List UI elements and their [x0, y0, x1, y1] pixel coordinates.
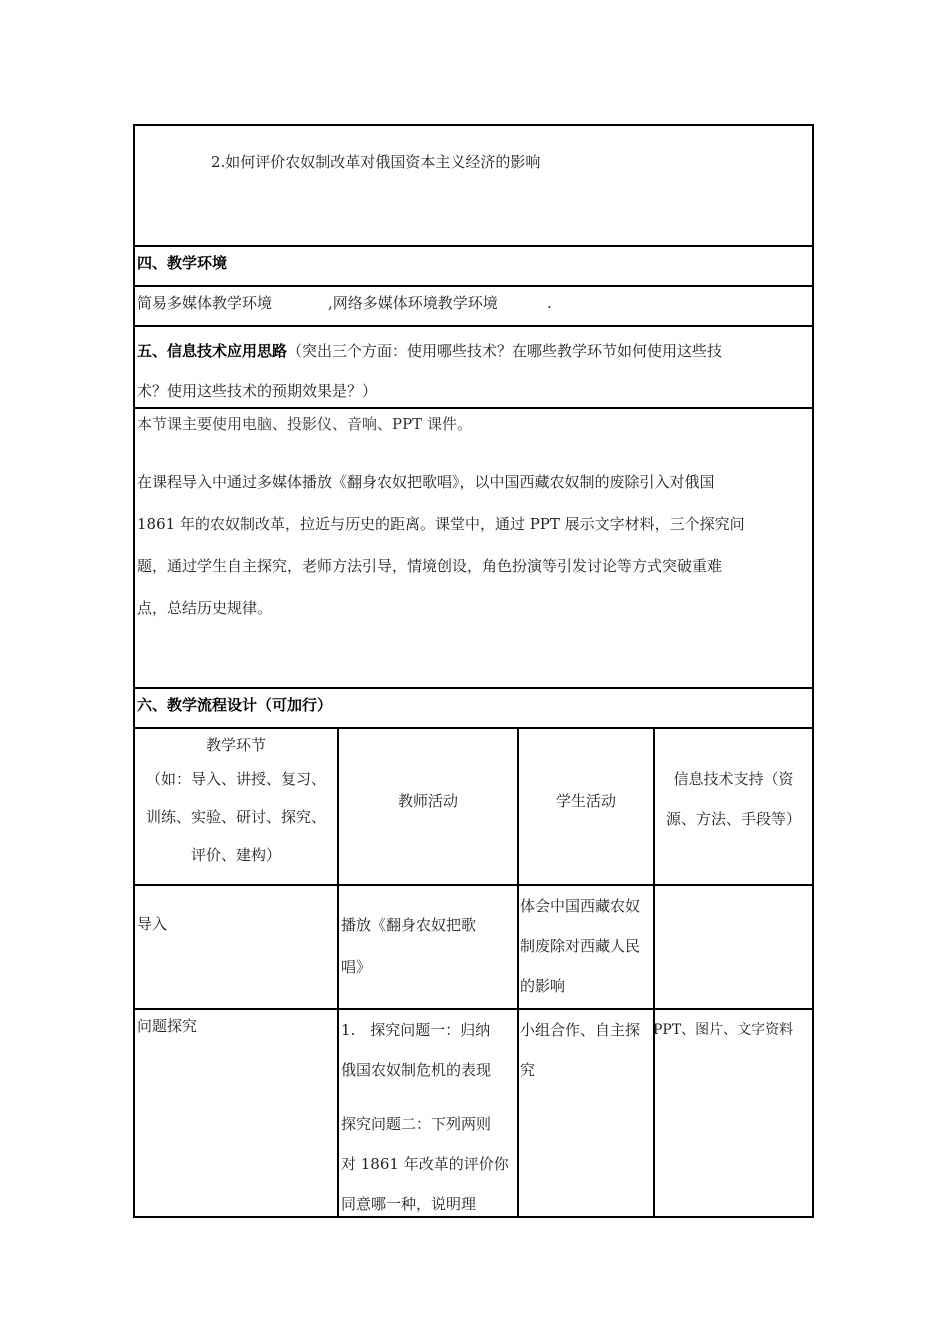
intro-stage: 导入: [137, 915, 168, 933]
header-teacher: 教师活动: [397, 792, 458, 810]
inquiry-student-cell: [519, 1010, 655, 1216]
section3-item2: 2.如何评价农奴制改革对俄国资本主义经济的影响: [211, 153, 541, 171]
inquiry-tech: PPT、图片、文字资料: [653, 1022, 794, 1038]
inquiry-tech-cell: [655, 1010, 812, 1216]
section6-heading: 六、教学流程设计（可加行）: [137, 696, 333, 714]
header-stage-line-3: 训练、实验、研讨、探究、: [145, 808, 326, 826]
intro-tech-cell: [655, 886, 812, 1008]
section5-heading-bold: 五、信息技术应用思路: [137, 342, 288, 360]
flow-table-header-row: [135, 729, 812, 886]
header-teacher-cell: [339, 729, 519, 884]
section4-heading-row: [135, 247, 812, 287]
header-tech-line-2: 源、方法、手段等）: [665, 810, 801, 828]
section5-tools-line: 本节课主要使用电脑、投影仪、音响、PPT 课件。: [137, 415, 472, 433]
header-tech-cell: [655, 729, 812, 884]
lesson-plan-table: [133, 124, 814, 1218]
header-student: 学生活动: [555, 792, 616, 810]
section5-heading-rest-1: （突出三个方面：使用哪些技术？在哪些教学环节如何使用这些技: [287, 342, 723, 360]
flow-row-intro: [135, 886, 812, 1010]
section6-heading-row: [135, 689, 812, 729]
intro-teacher-cell: [339, 886, 519, 1008]
section5-heading-rest-2: 术？使用这些技术的预期效果是？）: [137, 382, 378, 400]
header-stage-line-2: （如：导入、讲授、复习、: [145, 770, 326, 788]
section5-content-row: [135, 409, 812, 689]
inquiry-student-line-2: 究: [520, 1061, 536, 1079]
section5-heading-row: [135, 327, 812, 409]
section5-para-line-3: 题，通过学生自主探究，老师方法引导，情境创设，角色扮演等引发讨论等方式突破重难: [137, 557, 723, 575]
inquiry-teacher-line-5: 同意哪一种，说明理: [341, 1195, 477, 1213]
inquiry-student-line-1: 小组合作、自主探: [520, 1021, 641, 1039]
intro-stage-cell: [135, 886, 339, 1008]
header-student-cell: [519, 729, 655, 884]
header-stage-line-1: 教学环节: [205, 736, 266, 754]
intro-student-cell: [519, 886, 655, 1008]
section5-para-line-2: 1861 年的农奴制改革，拉近与历史的距离。课堂中，通过 PPT 展示文字材料，三个探究问: [137, 515, 745, 533]
section4-heading: 四、教学环境: [137, 254, 228, 272]
inquiry-teacher-line-4: 对 1861 年改革的评价你: [341, 1155, 509, 1173]
inquiry-stage-cell: [135, 1010, 339, 1216]
header-stage-cell: [135, 729, 339, 884]
inquiry-stage: 问题探究: [137, 1017, 198, 1035]
intro-student-line-2: 制废除对西藏人民: [520, 937, 641, 955]
section4-end: .: [547, 294, 552, 312]
section5-paragraph: [137, 461, 809, 629]
inquiry-teacher-line-3: 探究问题二：下列两则: [341, 1115, 492, 1133]
section5-heading: [137, 331, 722, 411]
intro-student-line-3: 的影响: [520, 977, 566, 995]
section5-para-line-1: 在课程导入中通过多媒体播放《翻身农奴把歌唱》，以中国西藏农奴制的废除引入对俄国: [137, 473, 715, 491]
header-stage-line-4: 评价、建构）: [190, 846, 281, 864]
flow-row-inquiry: [135, 1010, 812, 1216]
header-tech-line-1: 信息技术支持（资: [673, 770, 794, 788]
section3-row: [135, 126, 812, 247]
inquiry-teacher-cell: [339, 1010, 519, 1216]
section4-content-row: [135, 287, 812, 327]
section4-env1: 简易多媒体教学环境: [137, 294, 273, 312]
section5-para-line-4: 点，总结历史规律。: [137, 599, 273, 617]
intro-teacher-line-2: 唱》: [341, 958, 372, 976]
inquiry-teacher-line-1: 1. 探究问题一：归纳: [341, 1021, 491, 1039]
inquiry-teacher-line-2: 俄国农奴制危机的表现: [341, 1061, 492, 1079]
intro-teacher-line-1: 播放《翻身农奴把歌: [341, 916, 477, 934]
section4-env2: ,网络多媒体环境教学环境: [328, 294, 498, 312]
intro-student-line-1: 体会中国西藏农奴: [520, 897, 641, 915]
